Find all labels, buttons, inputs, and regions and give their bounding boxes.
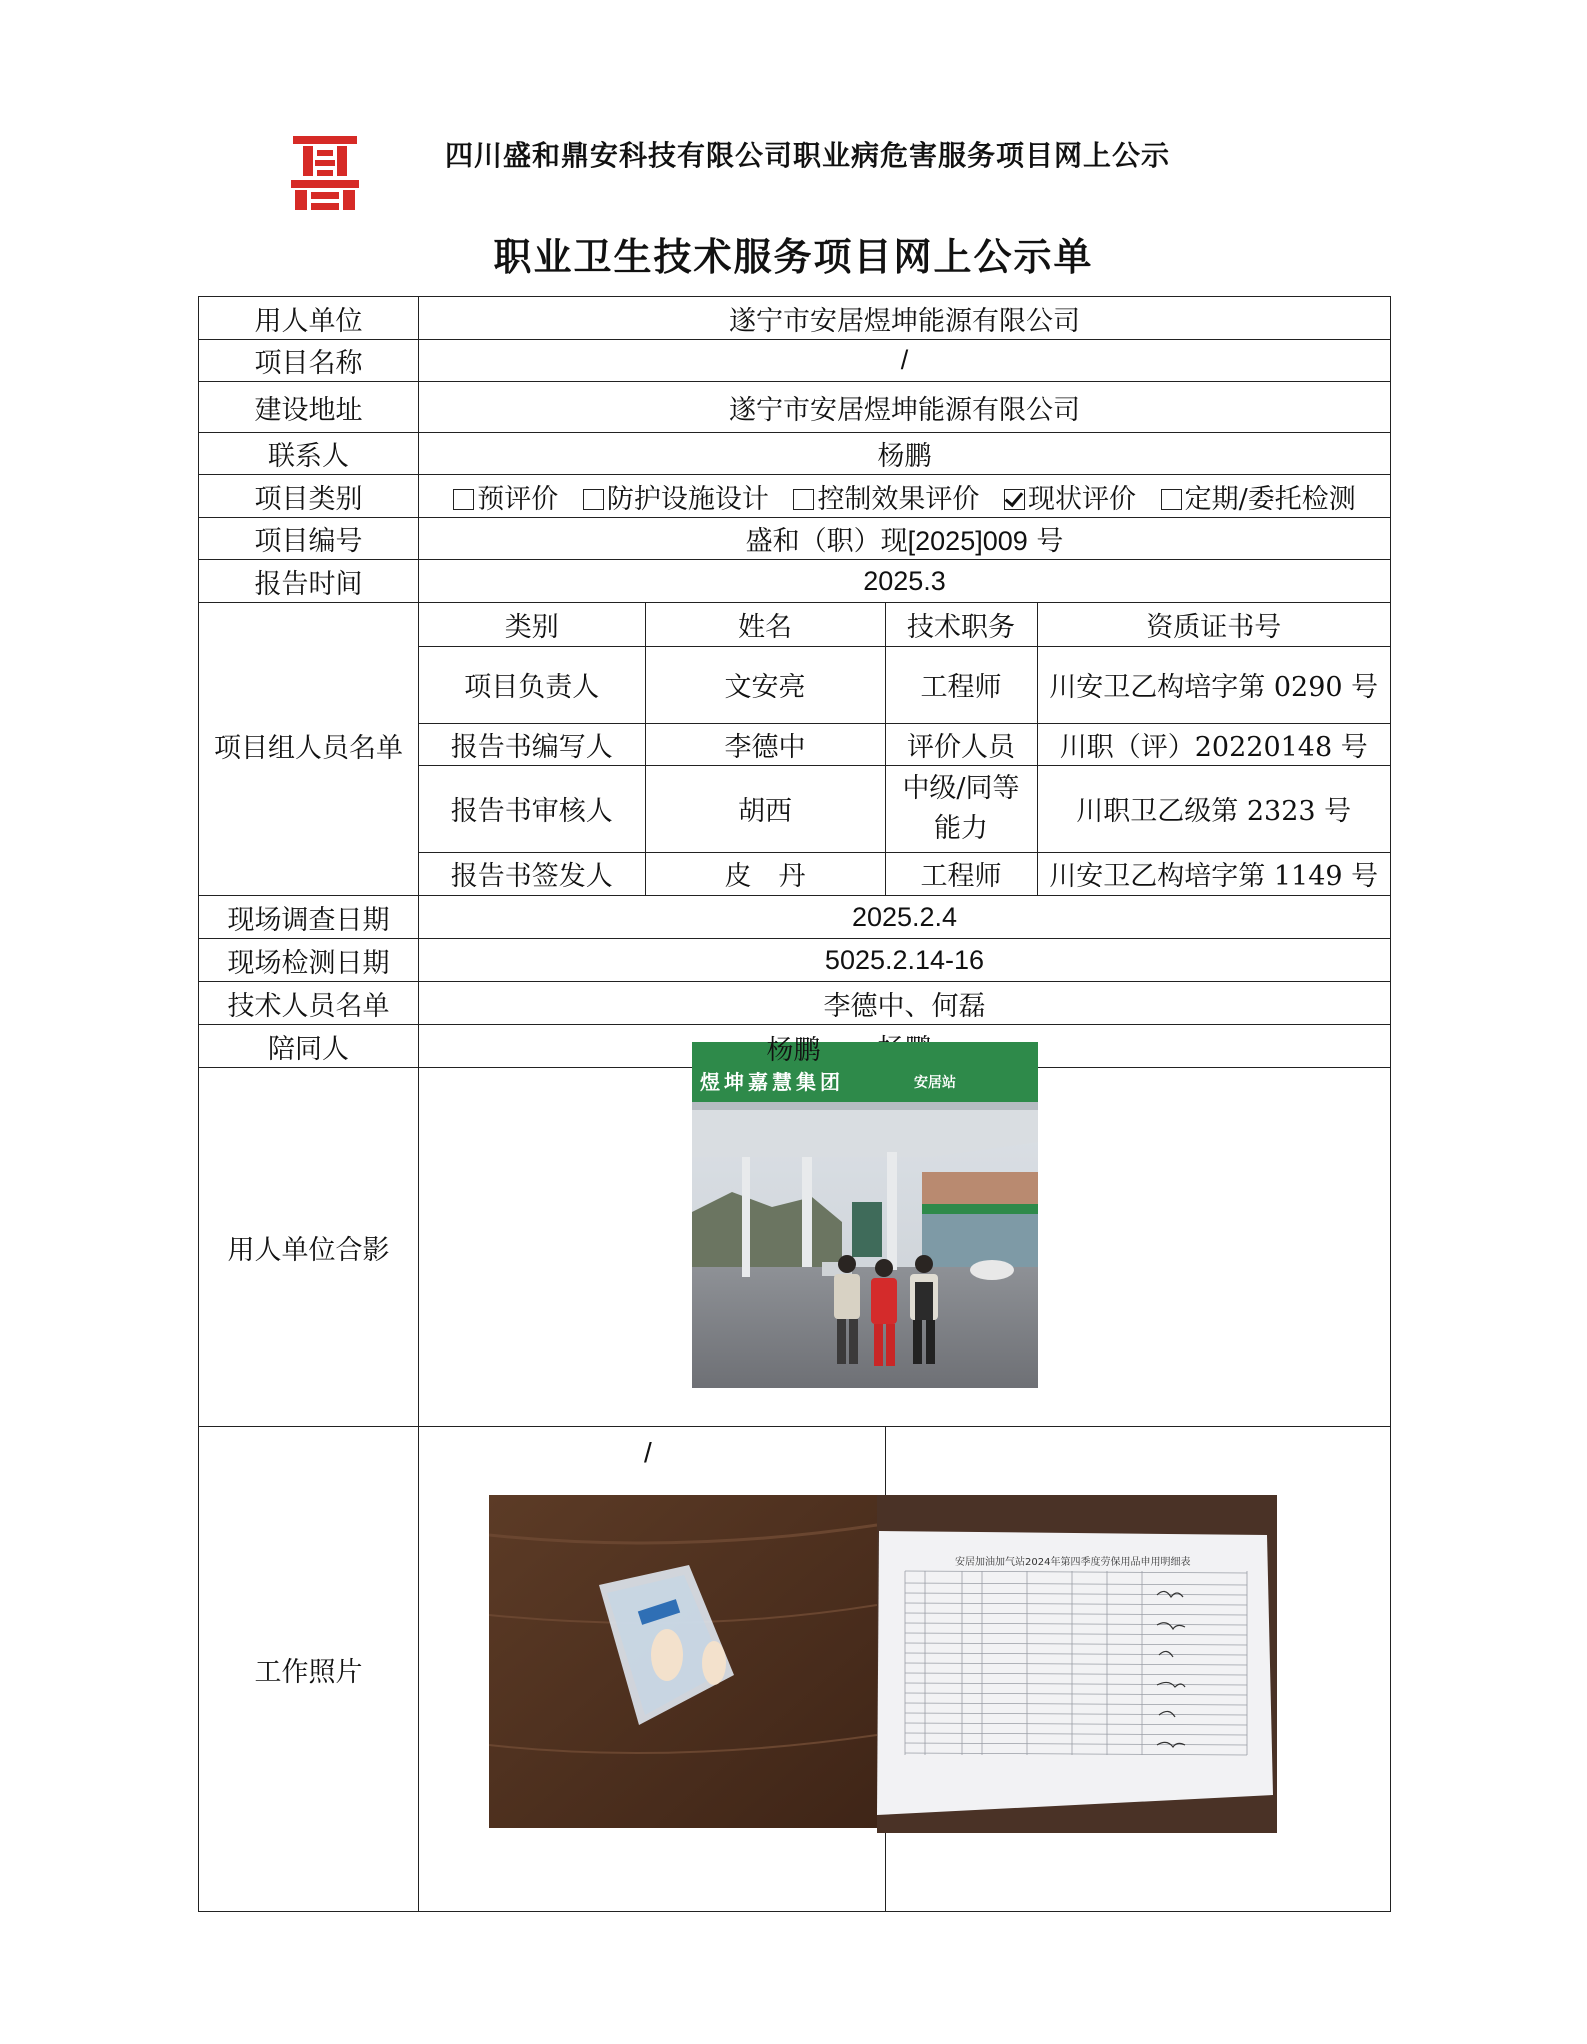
value-project-name: / — [419, 340, 1391, 382]
value-contact: 杨鹏 — [419, 433, 1391, 475]
company-header-title: 四川盛和鼎安科技有限公司职业病危害服务项目网上公示 — [445, 139, 1171, 172]
member-name: 李德中 — [645, 723, 885, 765]
label-team: 项目组人员名单 — [199, 603, 419, 896]
member-role: 项目负责人 — [419, 646, 645, 723]
member-cert: 川职（评）20220148 号 — [1037, 723, 1390, 765]
member-title: 中级/同等能力 — [885, 765, 1037, 852]
canopy-station-text: 安居站 — [914, 1075, 956, 1091]
earplugs-photo — [489, 1495, 877, 1828]
value-test-date: 5025.2.14-16 — [419, 939, 1391, 982]
group-photo — [692, 1042, 1038, 1388]
accompany-overlay: 杨鹏 — [766, 1035, 821, 1066]
team-header-name: 姓名 — [645, 603, 885, 646]
label-address: 建设地址 — [199, 382, 419, 433]
member-cert: 川职卫乙级第 2323 号 — [1037, 765, 1390, 852]
label-report-time: 报告时间 — [199, 560, 419, 603]
value-survey-date: 2025.2.4 — [419, 896, 1391, 939]
team-header-cert: 资质证书号 — [1037, 603, 1390, 646]
option-protection-design: 防护设施设计 — [583, 484, 769, 515]
member-name: 文安亮 — [645, 646, 885, 723]
table-row — [419, 723, 1390, 765]
label-accompany: 陪同人 — [199, 1025, 419, 1068]
member-name: 胡西 — [645, 765, 885, 852]
member-title: 评价人员 — [885, 723, 1037, 765]
value-technicians: 李德中、何磊 — [419, 982, 1391, 1025]
label-contact: 联系人 — [199, 433, 419, 475]
value-address: 遂宁市安居煜坤能源有限公司 — [419, 382, 1391, 433]
document-title: 职业卫生技术服务项目网上公示单 — [493, 234, 1094, 279]
option-status-evaluation: 现状评价 — [1004, 484, 1136, 515]
label-technicians: 技术人员名单 — [199, 982, 419, 1025]
checkbox-icon — [1161, 489, 1182, 510]
team-header-role: 类别 — [504, 611, 559, 643]
checkbox-icon — [793, 489, 814, 510]
checkbox-icon — [453, 489, 474, 510]
option-control-effect: 控制效果评价 — [793, 484, 979, 515]
form-title-text: 安居加油加气站2024年第四季度劳保用品申用明细表 — [955, 1557, 1191, 1568]
checkbox-checked-icon — [1004, 489, 1025, 510]
member-role: 报告书签发人 — [419, 852, 645, 895]
work-photo-form — [877, 1495, 1277, 1833]
value-employer: 遂宁市安居煜坤能源有限公司 — [419, 297, 1391, 340]
label-work-photos: 工作照片 — [199, 1427, 419, 1912]
team-cell — [419, 603, 1391, 896]
project-type-options — [419, 475, 1391, 518]
value-project-number: 盛和（职）现[2025]009 号 — [419, 518, 1391, 560]
member-title: 工程师 — [885, 852, 1037, 895]
team-table — [419, 603, 1390, 895]
work-photos-left-value: / — [644, 1437, 652, 1468]
label-employer: 用人单位 — [199, 297, 419, 340]
label-project-type: 项目类别 — [199, 475, 419, 518]
team-header-title: 技术职务 — [885, 603, 1037, 646]
checkbox-icon — [583, 489, 604, 510]
value-report-time: 2025.3 — [419, 560, 1391, 603]
member-cert: 川安卫乙构培字第 0290 号 — [1037, 646, 1390, 723]
label-test-date: 现场检测日期 — [199, 939, 419, 982]
company-logo — [287, 132, 363, 212]
member-role: 报告书审核人 — [419, 765, 645, 852]
table-row — [419, 852, 1390, 895]
member-name: 皮 丹 — [645, 852, 885, 895]
label-survey-date: 现场调查日期 — [199, 896, 419, 939]
option-periodic-testing: 定期/委托检测 — [1161, 484, 1356, 515]
member-role: 报告书编写人 — [419, 723, 645, 765]
label-group-photo: 用人单位合影 — [199, 1068, 419, 1427]
ppe-form-photo — [877, 1495, 1277, 1833]
option-pre-evaluation: 预评价 — [453, 484, 558, 515]
work-photo-earplugs — [489, 1495, 877, 1828]
member-cert: 川安卫乙构培字第 1149 号 — [1037, 852, 1390, 895]
label-project-name: 项目名称 — [199, 340, 419, 382]
table-row — [419, 765, 1390, 852]
canopy-sign-text: 煜坤嘉慧集团 — [700, 1070, 844, 1094]
label-project-number: 项目编号 — [199, 518, 419, 560]
member-title: 工程师 — [885, 646, 1037, 723]
table-row — [419, 646, 1390, 723]
